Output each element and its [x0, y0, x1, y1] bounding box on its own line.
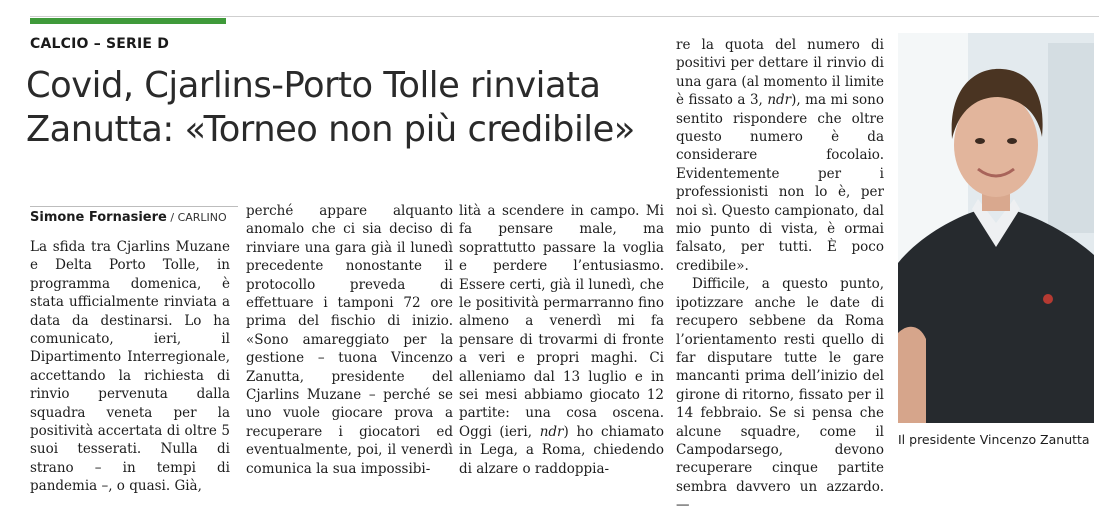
hand — [898, 327, 926, 423]
top-rule — [30, 16, 1099, 17]
byline-author: Simone Fornasiere — [30, 210, 167, 225]
article-column-3 — [459, 202, 664, 478]
article-paragraph: Difficile, a questo punto, ipotizzare anche le date di recupero sebbene da Roma l’orientamento resti quello di far disputare tutte le gare mancanti prima dell’inizio del girone di ritorno, fissato per il 14 febbraio. Se si pensa che alcune squadre, come il Campodarsego, devono recuperare cinque partite sembra davvero un azzardo. — — [676, 276, 884, 514]
article-paragraph — [459, 202, 664, 478]
article-text: lità a scendere in campo. Mi fa pensare male, ma soprattutto passare la voglia e perdere l’entusiasmo. Essere certi, già il lunedì, che le positività permarranno fino almeno a venerdì mi fa pensare di trovarmi di fronte a veri e propri maghi. Ci alleniamo dal 13 luglio e in sei mesi abbiamo giocato 12 partite: una cosa oscena. Oggi (ieri, — [459, 203, 664, 440]
article-paragraph: perché appare alquanto anomalo che ci sia deciso di rinviare una gara già il lunedì precedente nonostante il protocollo preveda di effettuare i tamponi 72 ore prima del fischio di inizio. «Sono amareggiato per la gestione – tuona Vincenzo Zanutta, presidente del Cjarlins Muzane – perché se uno vuole giocare prova a recuperare i giocatori ed eventualmente, poi, il venerdì comunica la sua impossibi- — [246, 203, 453, 477]
right-eye — [1007, 138, 1017, 144]
headline — [26, 64, 663, 152]
section-kicker: CALCIO – SERIE D — [30, 36, 170, 52]
article-paragraph: La sfida tra Cjarlins Muzane e Delta Porto Tolle, in programma domenica, è stata ufficialmente rinviata a data da destinarsi. Lo ha comunicato, ieri, il Dipartimento Interregionale, accettando la richiesta di rinvio pervenuta dalla squadra veneta per la positività accertata di oltre 5 suoi tesserati. Nulla di strano – in tempi di pandemia –, o quasi. Già, — [30, 239, 230, 495]
section-accent-bar — [30, 18, 226, 24]
byline-rule — [30, 206, 238, 207]
editor-note: ndr — [767, 92, 792, 109]
article-column-4 — [676, 36, 884, 515]
portrait-photo — [898, 33, 1094, 423]
headline-line-2: Zanutta: «Torneo non più credibile» — [26, 109, 635, 150]
left-eye — [975, 138, 985, 144]
photo-wall-panel — [1048, 43, 1094, 233]
article-text: ) ho chiamato in Lega, a Roma, chiedendo di alzare o raddoppia- — [459, 423, 665, 477]
byline — [30, 210, 227, 225]
article-paragraph — [676, 36, 884, 275]
byline-separator: / — [166, 211, 178, 224]
article-column-1 — [30, 238, 230, 496]
headline-line-1: Covid, Cjarlins-Porto Tolle rinviata — [26, 65, 601, 106]
portrait-illustration — [898, 33, 1094, 423]
article-text: ), ma mi sono sentito rispondere che oltre questo numero è da considerare focolaio. Evidentemente per i professionisti non lo è, per noi sì. Questo campionato, dal mio punto di vista, è ormai falsato, per tutti. È poco credibile». — [676, 92, 885, 274]
byline-source: CARLINO — [177, 211, 227, 224]
photo-caption: Il presidente Vincenzo Zanutta — [898, 432, 1090, 447]
article-text: re la quota del numero di positivi per dettare il rinvio di una gara (al momento il limite è fissato a 3, — [676, 37, 884, 109]
sweater-logo — [1043, 294, 1053, 304]
article-column-2 — [246, 202, 453, 478]
editor-note: ndr — [539, 423, 564, 440]
